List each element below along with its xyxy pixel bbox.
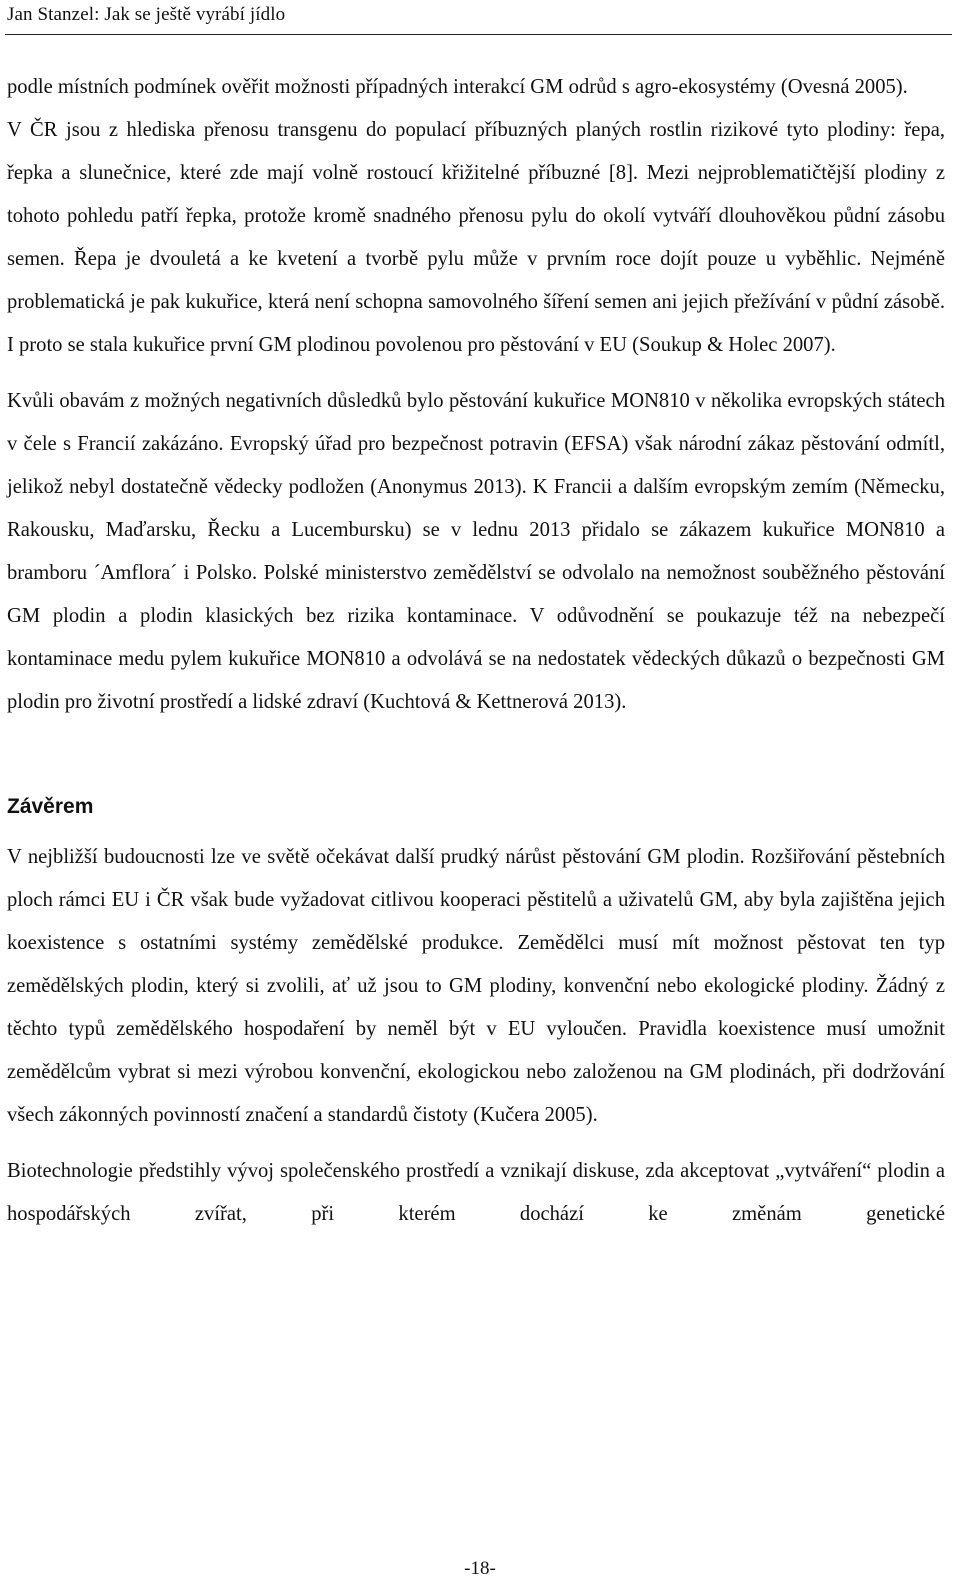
paragraph-transgene-risk: V ČR jsou z hlediska přenosu transgenu do populací příbuzných planých rostlin rizikové tyto plodiny: řepa, řepka a slunečnice, které zde mají volně rostoucí křižitelné příbuzné [8]. Mezi nejproblematičtější plodiny z tohoto pohledu patří řepka, protože kromě snadného přenosu pylu do okolí vytváří dlouhověkou půdní zásobu semen. Řepa je dvouletá a ke kvetení a tvorbě pylu může v prvním roce dojít pouze u vyběhlic. Nejméně problematická je pak kukuřice, která není schopna samovolného šíření semen ani jejich přežívání v půdní zásobě. I proto se stala kukuřice první GM plodinou povolenou pro pěstování v EU (Soukup & Holec 2007). (7, 119, 945, 356)
paragraph-mon810-ban: Kvůli obavám z možných negativních důsledků bylo pěstování kukuřice MON810 v několika evropských státech v čele s Francií zakázáno. Evropský úřad pro bezpečnost potravin (EFSA) však národní zákaz pěstování odmítl, jelikož nebyl dostatečně vědecky podložen (Anonymus 2013). K Francii a dalším evropským zemím (Německu, Rakousku, Maďarsku, Řecku a Lucembursku) se v lednu 2013 přidalo se zákazem kukuřice MON810 a bramboru ´Amflora´ i Polsko. Polské ministerstvo zemědělství se odvolalo na nemožnost souběžného pěstování GM plodin a plodin klasických bez rizika kontaminace. V odůvodnění se poukazuje též na nebezpečí kontaminace medu pylem kukuřice MON810 a odvolává se na nedostatek vědeckých důkazů o bezpečnosti GM plodin pro životní prostředí a lidské zdraví (Kuchtová & Kettnerová 2013). (7, 390, 945, 713)
paragraph-conclusion-1: V nejbližší budoucnosti lze ve světě očekávat další prudký nárůst pěstování GM plodin. Rozšiřování pěstebních ploch rámci EU i ČR však bude vyžadovat citlivou kooperaci pěstitelů a uživatelů GM, aby byla zajištěna jejich koexistence s ostatními systémy zemědělské produkce. Zemědělci musí mít možnost pěstovat ten typ zemědělských plodin, který si zvolili, ať už jsou to GM plodiny, konvenční nebo ekologické plodiny. Žádný z těchto typů zemědělského hospodaření by neměl být v EU vyloučen. Pravidla koexistence musí umožnit zemědělcům vybrat si mezi výrobou konvenční, ekologickou nebo založenou na GM plodinách, při dodržování všech zákonných povinností značení a standardů čistoty (Kučera 2005). (7, 846, 945, 1126)
running-header: Jan Stanzel: Jak se ještě vyrábí jídlo (7, 4, 286, 25)
paragraph-conclusion-2: Biotechnologie předstihly vývoj společenského prostředí a vznikají diskuse, zda akceptovat „vytváření“ plodin a hospodářských zvířat, při kterém dochází ke změnám genetické (7, 1160, 945, 1225)
header-rule (5, 34, 952, 35)
page-number: -18- (464, 1558, 496, 1579)
paragraph-continued: podle místních podmínek ověřit možnosti případných interakcí GM odrůd s agro-ekosystémy (Ovesná 2005). (7, 76, 908, 98)
body-text (7, 66, 945, 1236)
section-heading-conclusion: Závěrem (7, 795, 94, 818)
